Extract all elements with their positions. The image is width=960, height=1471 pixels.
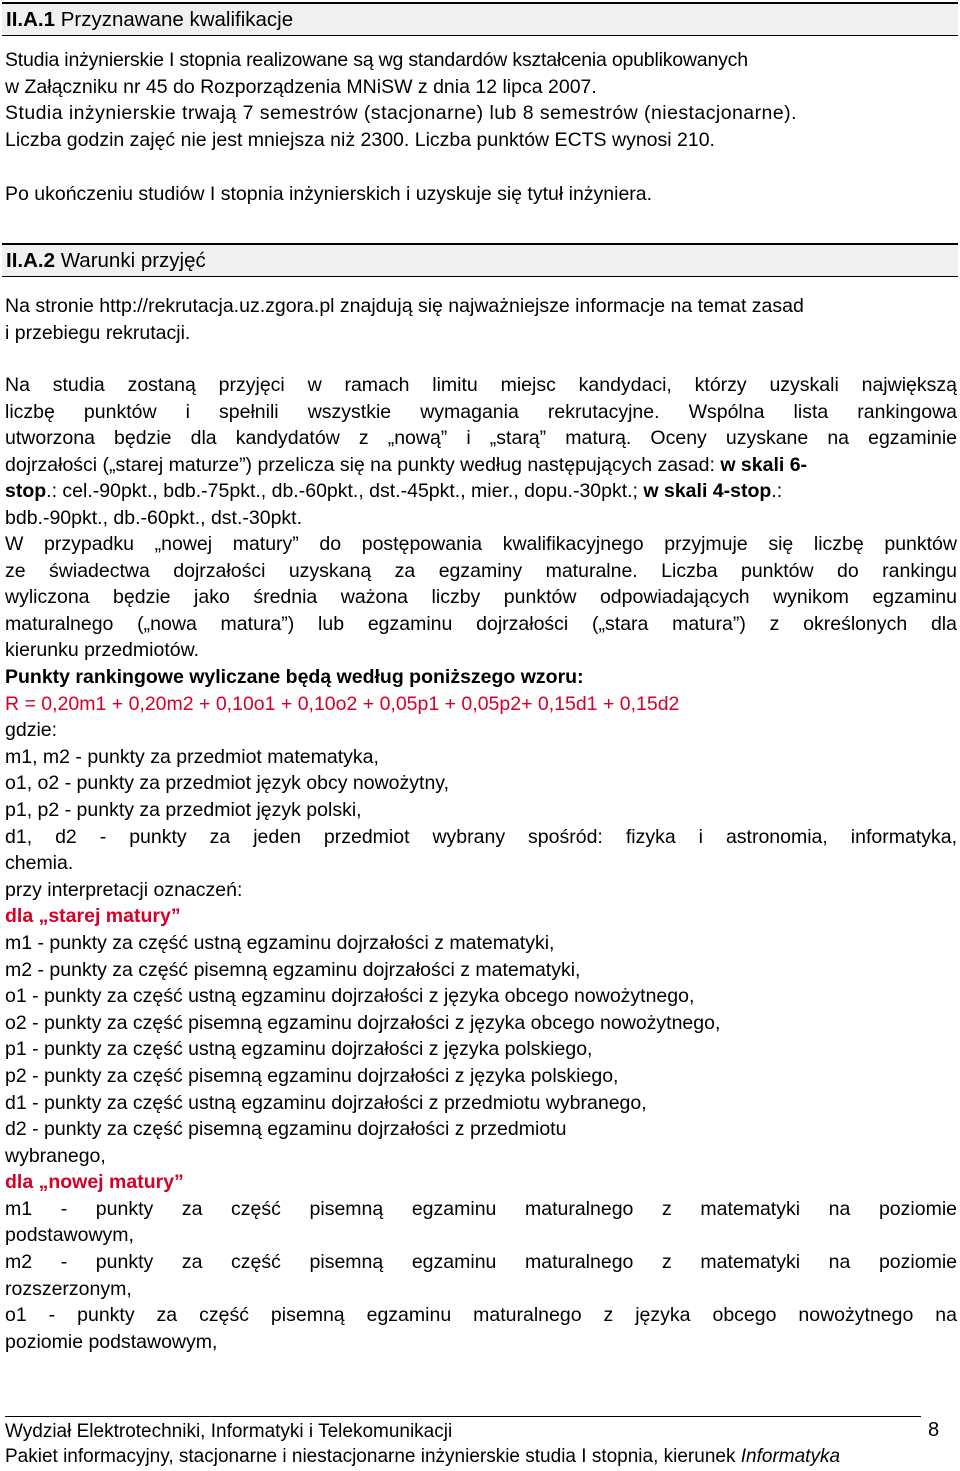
section-number: II.A.2 (6, 249, 55, 272)
list-item-cont: rozszerzonym, (5, 1277, 132, 1300)
footer-kierunek: Informatyka (740, 1446, 841, 1467)
text-line: Po ukończeniu studiów I stopnia inżynierskich i uzyskuje się tytuł inżyniera. (5, 183, 653, 205)
list-item: o1 - punkty za część ustną egzaminu dojrzałości z języka obcego nowożytnego, (5, 985, 695, 1008)
scale6-values: .: cel.-90pkt., bdb.-75pkt., db.-60pkt., dst.-45pkt., mier., dopu.-30pkt.; (46, 480, 644, 503)
formula: R = 0,20m1 + 0,20m2 + 0,10o1 + 0,10o2 + 0,05p1 + 0,05p2+ 0,15d1 + 0,15d2 (5, 692, 680, 715)
footer-rule (5, 1416, 921, 1417)
list-item: p1 - punkty za część ustną egzaminu dojrzałości z języka polskiego, (5, 1038, 593, 1061)
text-line: wyliczona będzie jako średnia ważona liczby punktów odpowiadających wynikom egzaminu (5, 586, 957, 609)
list-item: wybranego, (5, 1144, 106, 1167)
definition-d: d1, d2 - punkty za jeden przedmiot wybrany spośród: fizyka i astronomia, informatyka, (5, 825, 957, 848)
text-line: Na stronie http://rekrutacja.uz.zgora.pl znajdują się najważniejsze informacje na temat zasad (5, 295, 804, 317)
page-number: 8 (928, 1419, 940, 1441)
text-line: Na studia zostaną przyjęci w ramach limitu miejsc kandydaci, którzy uzyskali największą (5, 374, 957, 396)
old-matura-heading: dla „starej matury” (5, 905, 181, 928)
text-line: Studia inżynierskie trwają 7 semestrów (stacjonarne) lub 8 semestrów (niestacjonarne). (5, 102, 797, 125)
list-item: p2 - punkty za część pisemną egzaminu dojrzałości z języka polskiego, (5, 1064, 619, 1087)
interpretation-label: przy interpretacji oznaczeń: (5, 878, 243, 901)
definition-d-cont: chemia. (5, 852, 74, 875)
section-heading-warunki (2, 243, 958, 277)
text-line (5, 478, 957, 505)
definition-o: o1, o2 - punkty za przedmiot język obcy nowożytny, (5, 772, 450, 795)
footer-package-text: Pakiet informacyjny, stacjonarne i niestacjonarne inżynierskie studia I stopnia, kierunek (5, 1446, 741, 1467)
section-title: Przyznawane kwalifikacje (60, 8, 294, 31)
list-item: d2 - punkty za część pisemną egzaminu dojrzałości z przedmiotu (5, 1118, 567, 1141)
scale4-label: w skali 4-stop (643, 480, 772, 503)
paragraph-nowa-matura (5, 531, 957, 664)
text-line: ze świadectwa dojrzałości uzyskaną za egzaminy maturalne. Liczba punktów do rankingu (5, 559, 957, 582)
text-line: Liczba godzin zajęć nie jest mniejsza niż 2300. Liczba punktów ECTS wynosi 210. (5, 128, 715, 151)
text-line: liczbę punktów i spełnili wszystkie wymagania rekrutacyjne. Wspólna lista rankingowa (5, 400, 957, 423)
paragraph-kwalifikacje (5, 47, 957, 153)
text-line: i przebiegu rekrutacji. (5, 321, 191, 344)
paragraph-tytul (5, 181, 957, 208)
text-line: utworzona będzie dla kandydatów z „nową” i „starą” maturą. Oceny uzyskane na egzaminie (5, 427, 957, 450)
formula-block (5, 664, 957, 1355)
section-number: II.A.1 (6, 8, 55, 31)
list-item: o2 - punkty za część pisemną egzaminu dojrzałości z języka obcego nowożytnego, (5, 1011, 721, 1034)
paragraph-rekrutacja-link (5, 293, 957, 346)
formula-heading: Punkty rankingowe wyliczane będą według poniższego wzoru: (5, 666, 584, 688)
scale4-suffix: .: (771, 480, 783, 503)
list-item-cont: poziomie podstawowym, (5, 1330, 218, 1353)
definition-m: m1, m2 - punkty za przedmiot matematyka, (5, 745, 379, 768)
new-matura-heading: dla „nowej matury” (5, 1171, 184, 1194)
gdzie-label: gdzie: (5, 719, 58, 742)
list-item: d1 - punkty za część ustną egzaminu dojrzałości z przedmiotu wybranego, (5, 1091, 647, 1114)
list-item-cont: podstawowym, (5, 1224, 134, 1247)
scale6-cont: stop (5, 480, 47, 503)
text-line: W przypadku „nowej matury” do postępowania kwalifikacyjnego przyjmuje się liczbę punktów (5, 533, 957, 555)
paragraph-limit (5, 372, 957, 532)
text-line: maturalnego („nowa matura”) lub egzaminu dojrzałości („stara matura”) z określonych dla (5, 612, 957, 635)
list-item: m1 - punkty za część ustną egzaminu dojrzałości z matematyki, (5, 931, 555, 954)
text-line: kierunku przedmiotów. (5, 639, 200, 662)
list-item: m2 - punkty za część pisemną egzaminu maturalnego z matematyki na poziomie (5, 1251, 957, 1274)
section-title: Warunki przyjęć (60, 249, 206, 272)
text-line: bdb.-90pkt., db.-60pkt., dst.-30pkt. (5, 506, 303, 529)
section-heading-kwalifikacje (2, 2, 958, 36)
list-item: m1 - punkty za część pisemną egzaminu maturalnego z matematyki na poziomie (5, 1197, 957, 1220)
text-fragment: dojrzałości („starej maturze”) przelicza się na punkty według następujących zasad: (5, 453, 721, 476)
text-line: w Załączniku nr 45 do Rozporządzenia MNiSW z dnia 12 lipca 2007. (5, 75, 597, 98)
footer-package (5, 1446, 840, 1468)
list-item: m2 - punkty za część pisemną egzaminu dojrzałości z matematyki, (5, 958, 581, 981)
definition-p: p1, p2 - punkty za przedmiot język polski, (5, 798, 362, 821)
text-line (5, 452, 957, 479)
scale6-label: w skali 6- (720, 453, 808, 476)
list-item: o1 - punkty za część pisemną egzaminu maturalnego z języka obcego nowożytnego na (5, 1304, 957, 1327)
footer-faculty: Wydział Elektrotechniki, Informatyki i Telekomunikacji (5, 1421, 453, 1442)
text-line: Studia inżynierskie I stopnia realizowane są wg standardów kształcenia opublikowanych (5, 49, 748, 71)
